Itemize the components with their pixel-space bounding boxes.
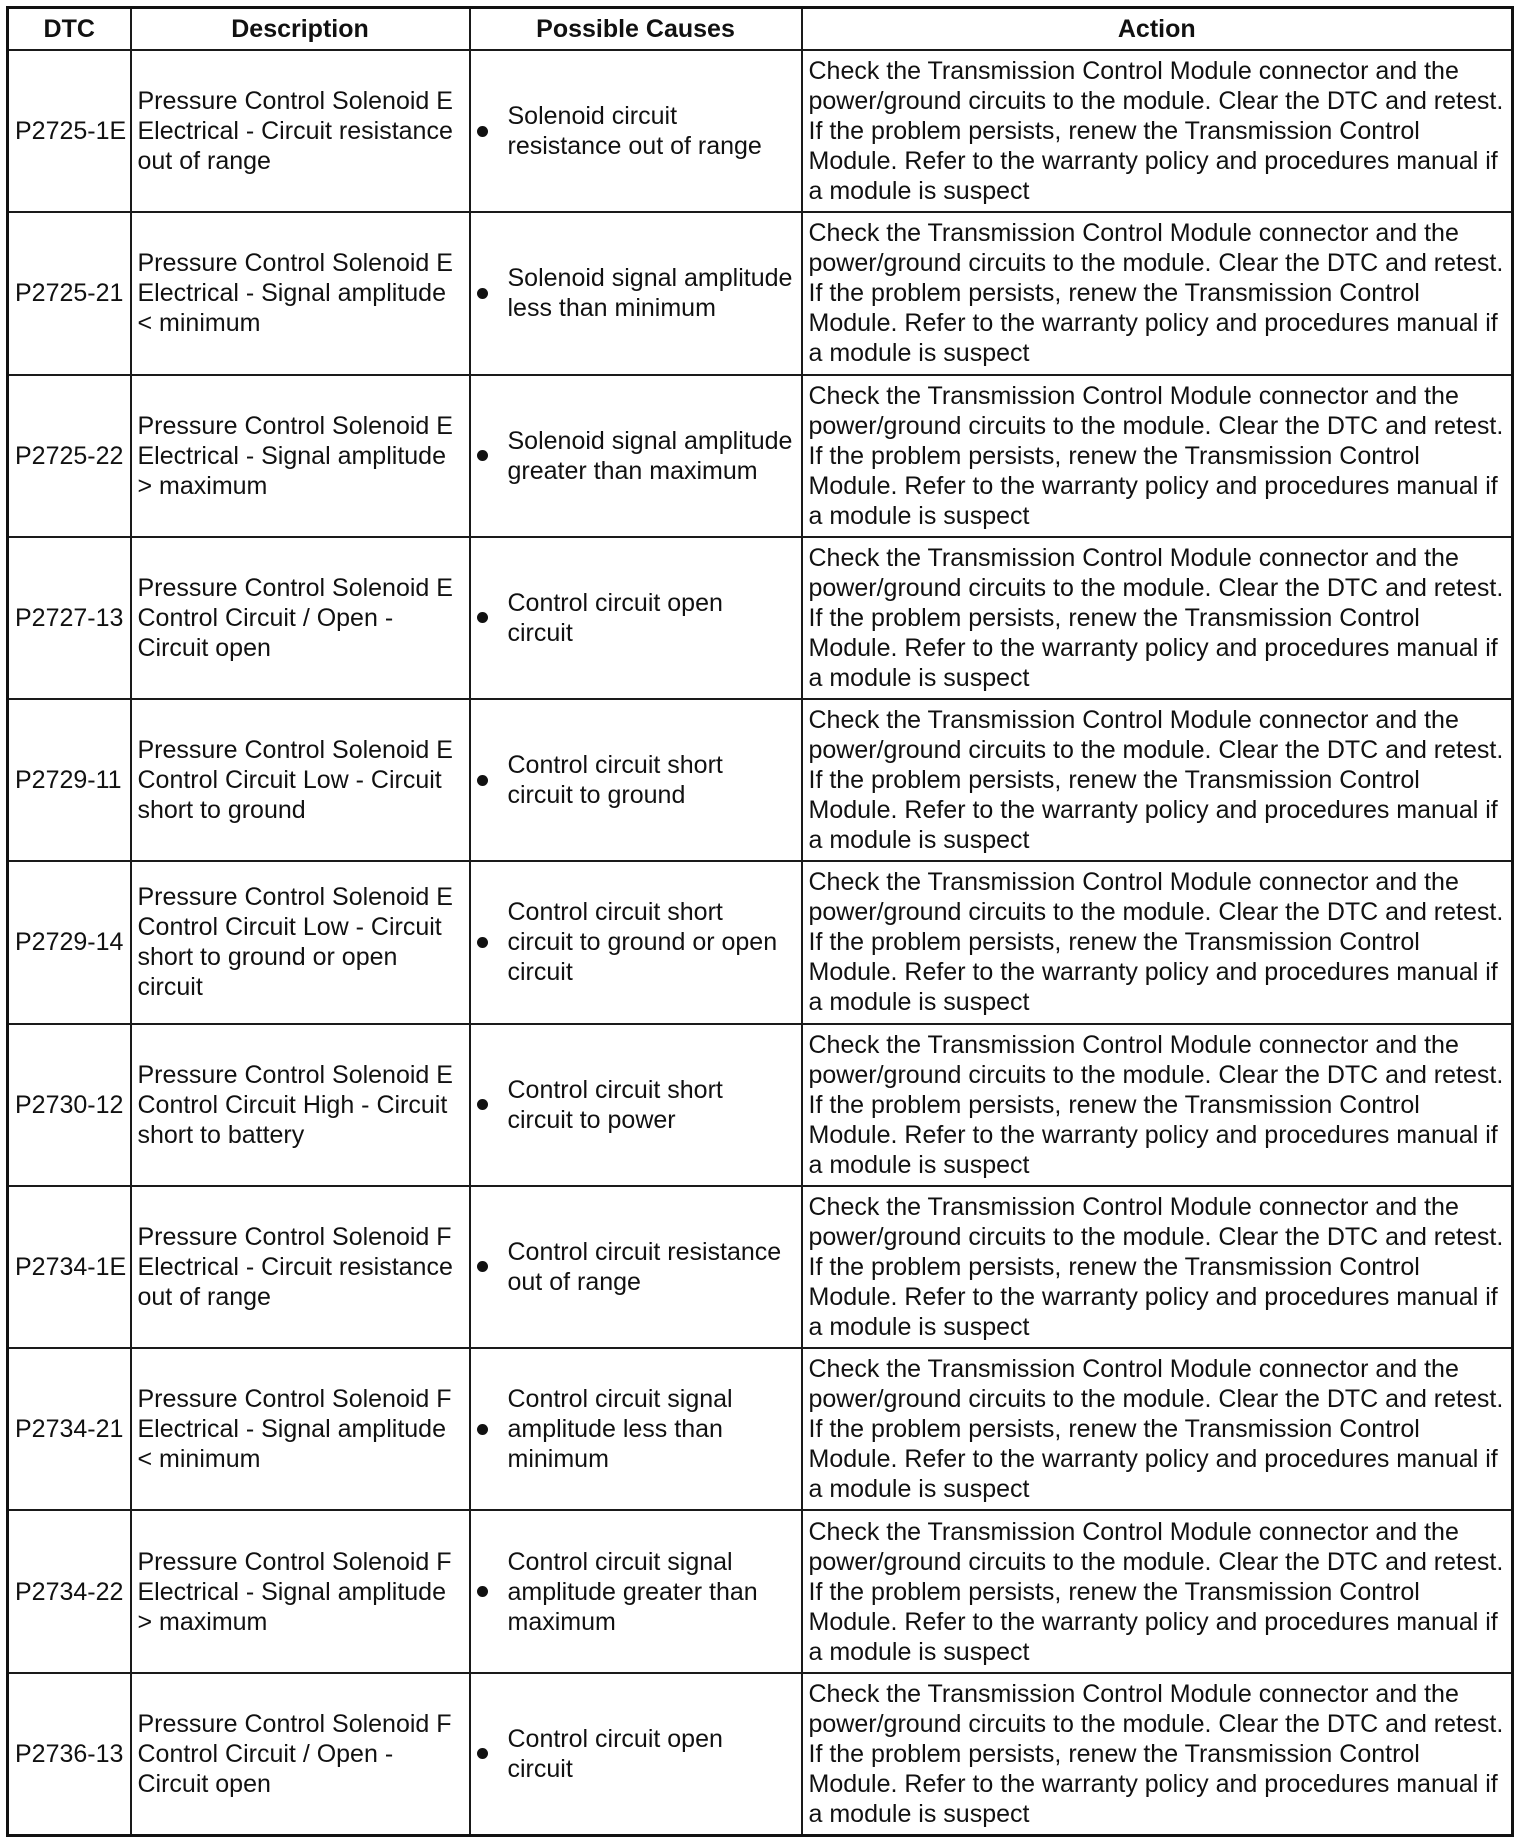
possible-cause-text: Solenoid signal amplitude less than minimum [507,264,793,323]
action-text: Check the Transmission Control Module connector and the power/ground circuits to the module. Clear the DTC and retest. If the problem persists, renew the Transmission Control Module. Refer to the warranty policy and procedures manual if a module is suspect [802,212,1513,374]
possible-cause-text: Control circuit open circuit [507,588,723,647]
possible-cause-text: Control circuit resistance out of range [507,1237,782,1296]
possible-cause-cell [470,1673,802,1836]
dtc-description: Pressure Control Solenoid E Control Circuit / Open - Circuit open [131,537,470,699]
cause-list-item [477,1547,795,1637]
action-text: Check the Transmission Control Module connector and the power/ground circuits to the module. Clear the DTC and retest. If the problem persists, renew the Transmission Control Module. Refer to the warranty policy and procedures manual if a module is suspect [802,1510,1513,1672]
dtc-description: Pressure Control Solenoid E Electrical - Signal amplitude > maximum [131,375,470,537]
table-row [8,1348,1513,1510]
dtc-description: Pressure Control Solenoid E Control Circuit Low - Circuit short to ground [131,699,470,861]
table-body [8,50,1513,1836]
action-text: Check the Transmission Control Module connector and the power/ground circuits to the module. Clear the DTC and retest. If the problem persists, renew the Transmission Control Module. Refer to the warranty policy and procedures manual if a module is suspect [802,1348,1513,1510]
dtc-description: Pressure Control Solenoid F Electrical - Signal amplitude > maximum [131,1510,470,1672]
bullet-icon [477,1424,488,1435]
dtc-description: Pressure Control Solenoid E Electrical - Signal amplitude < minimum [131,212,470,374]
table-row [8,1024,1513,1186]
bullet-icon [477,288,488,299]
table-row [8,1673,1513,1836]
dtc-code: P2734-21 [8,1348,131,1510]
dtc-code: P2734-1E [8,1186,131,1348]
cause-list-item [477,897,795,987]
dtc-description: Pressure Control Solenoid E Electrical - Circuit resistance out of range [131,50,470,212]
cause-list-item [477,1384,795,1474]
bullet-icon [477,450,488,461]
bullet-icon [477,937,488,948]
action-text: Check the Transmission Control Module connector and the power/ground circuits to the module. Clear the DTC and retest. If the problem persists, renew the Transmission Control Module. Refer to the warranty policy and procedures manual if a module is suspect [802,537,1513,699]
action-text: Check the Transmission Control Module connector and the power/ground circuits to the module. Clear the DTC and retest. If the problem persists, renew the Transmission Control Module. Refer to the warranty policy and procedures manual if a module is suspect [802,861,1513,1023]
action-text: Check the Transmission Control Module connector and the power/ground circuits to the module. Clear the DTC and retest. If the problem persists, renew the Transmission Control Module. Refer to the warranty policy and procedures manual if a module is suspect [802,375,1513,537]
dtc-code: P2725-21 [8,212,131,374]
cause-list-item [477,426,795,486]
possible-cause-cell [470,1510,802,1672]
header-action: Action [802,8,1513,51]
action-text: Check the Transmission Control Module connector and the power/ground circuits to the module. Clear the DTC and retest. If the problem persists, renew the Transmission Control Module. Refer to the warranty policy and procedures manual if a module is suspect [802,1024,1513,1186]
header-possible-causes: Possible Causes [470,8,802,51]
dtc-code: P2730-12 [8,1024,131,1186]
dtc-code: P2736-13 [8,1673,131,1836]
possible-cause-text: Solenoid signal amplitude greater than maximum [507,426,793,485]
dtc-code: P2729-14 [8,861,131,1023]
action-text: Check the Transmission Control Module connector and the power/ground circuits to the module. Clear the DTC and retest. If the problem persists, renew the Transmission Control Module. Refer to the warranty policy and procedures manual if a module is suspect [802,50,1513,212]
table-row [8,50,1513,212]
possible-cause-cell [470,375,802,537]
table-row [8,375,1513,537]
table-row [8,212,1513,374]
dtc-description: Pressure Control Solenoid F Control Circuit / Open - Circuit open [131,1673,470,1836]
bullet-icon [477,1261,488,1272]
bullet-icon [477,1748,488,1759]
bullet-icon [477,612,488,623]
possible-cause-cell [470,699,802,861]
possible-cause-text: Solenoid circuit resistance out of range [507,102,762,161]
dtc-code: P2734-22 [8,1510,131,1672]
bullet-icon [477,775,488,786]
table-row [8,1186,1513,1348]
cause-list-item [477,263,795,323]
dtc-code: P2725-1E [8,50,131,212]
dtc-code: P2729-11 [8,699,131,861]
action-text: Check the Transmission Control Module connector and the power/ground circuits to the module. Clear the DTC and retest. If the problem persists, renew the Transmission Control Module. Refer to the warranty policy and procedures manual if a module is suspect [802,699,1513,861]
table-row [8,699,1513,861]
dtc-description: Pressure Control Solenoid E Control Circuit Low - Circuit short to ground or open circuit [131,861,470,1023]
dtc-description: Pressure Control Solenoid F Electrical - Signal amplitude < minimum [131,1348,470,1510]
dtc-table [6,6,1514,1837]
possible-cause-text: Control circuit short circuit to ground [507,751,723,810]
action-text: Check the Transmission Control Module connector and the power/ground circuits to the module. Clear the DTC and retest. If the problem persists, renew the Transmission Control Module. Refer to the warranty policy and procedures manual if a module is suspect [802,1186,1513,1348]
possible-cause-text: Control circuit signal amplitude greater than maximum [507,1547,758,1636]
possible-cause-text: Control circuit open circuit [507,1724,723,1783]
dtc-description: Pressure Control Solenoid E Control Circuit High - Circuit short to battery [131,1024,470,1186]
possible-cause-cell [470,537,802,699]
cause-list-item [477,588,795,648]
cause-list-item [477,1075,795,1135]
action-text: Check the Transmission Control Module connector and the power/ground circuits to the module. Clear the DTC and retest. If the problem persists, renew the Transmission Control Module. Refer to the warranty policy and procedures manual if a module is suspect [802,1673,1513,1836]
possible-cause-cell [470,212,802,374]
dtc-code: P2725-22 [8,375,131,537]
cause-list-item [477,101,795,161]
possible-cause-cell [470,861,802,1023]
possible-cause-text: Control circuit signal amplitude less than minimum [507,1385,733,1474]
cause-list-item [477,1724,795,1784]
possible-cause-text: Control circuit short circuit to power [507,1075,723,1134]
table-header-row [8,8,1513,51]
cause-list-item [477,750,795,810]
dtc-description: Pressure Control Solenoid F Electrical - Circuit resistance out of range [131,1186,470,1348]
table-row [8,1510,1513,1672]
dtc-code: P2727-13 [8,537,131,699]
bullet-icon [477,1586,488,1597]
possible-cause-text: Control circuit short circuit to ground or open circuit [507,898,778,987]
bullet-icon [477,1099,488,1110]
header-dtc: DTC [8,8,131,51]
possible-cause-cell [470,1348,802,1510]
cause-list-item [477,1237,795,1297]
table-row [8,537,1513,699]
header-description: Description [131,8,470,51]
possible-cause-cell [470,50,802,212]
bullet-icon [477,126,488,137]
possible-cause-cell [470,1186,802,1348]
table-row [8,861,1513,1023]
possible-cause-cell [470,1024,802,1186]
